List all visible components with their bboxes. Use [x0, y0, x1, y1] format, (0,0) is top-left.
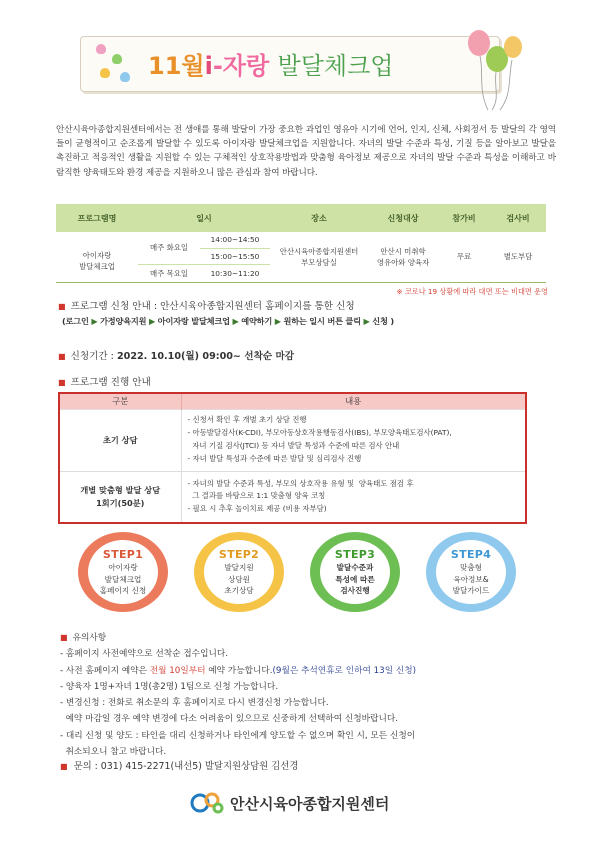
apply-step-close: )	[390, 316, 394, 326]
header-target: 신청대상	[368, 204, 438, 232]
content-line: - 신청서 확인 후 개별 초기 상담 진행	[187, 415, 307, 425]
step-desc-text: 발달지원 상담원 초기상담	[224, 563, 254, 595]
header-datetime: 일시	[138, 204, 270, 232]
bullet-icon: ■	[58, 302, 66, 311]
place	[270, 232, 368, 282]
step-3	[296, 532, 414, 612]
hand-print-icon	[112, 54, 122, 64]
step-desc	[296, 562, 414, 597]
caution-title	[60, 630, 560, 646]
content-line: - 자녀 발달 특성과 수준에 따른 발달 및 심리검사 진행	[187, 453, 362, 463]
step-title: STEP1	[102, 548, 144, 561]
step-2	[180, 532, 298, 612]
content-line: - 아동발달검사(K-CDI), 부모아동상호작용행동검사(IBS), 부모양육태도검사(PAT),	[187, 428, 452, 438]
caution-title-text: 유의사항	[72, 633, 107, 643]
progress-table	[58, 392, 527, 524]
apply-steps	[62, 316, 394, 327]
bullet-icon: ■	[58, 378, 66, 387]
caution-highlight: 전월 10일부터	[149, 665, 206, 676]
banner-rest: 발달체크업	[277, 52, 394, 80]
arrow-right-icon: ▶	[274, 316, 281, 326]
apply-step: 아이자랑 발달체크업	[157, 316, 230, 326]
banner	[70, 24, 530, 112]
step-desc-text: 아이자랑 발달체크업 홈페이지 신청	[99, 563, 147, 595]
caution-text: - 사전 홈페이지 예약은	[60, 665, 150, 676]
apply-step: 원하는 일시 버튼 클릭	[283, 316, 361, 326]
apply-step: 신청	[372, 316, 388, 326]
header-place: 장소	[270, 204, 368, 232]
caution-line: 취소되오니 참고 바랍니다.	[60, 747, 167, 758]
progress-header-category: 구분	[59, 393, 181, 409]
time-slot: 15:00~15:50	[200, 248, 270, 264]
program-table	[56, 204, 546, 283]
step-4	[412, 532, 530, 612]
banner-jarang: -자랑	[212, 52, 270, 80]
covid-notice: ※ 코로나 19 상황에 따라 대면 또는 비대면 운영	[396, 287, 548, 296]
day-tuesday: 매주 화요일	[149, 243, 189, 253]
caution-line: - 변경신청 : 전화로 취소문의 후 홈페이지로 다시 변경신청 가능합니다.	[60, 698, 329, 709]
target-text: 안산시 미취학 영유아와 양육자	[376, 246, 430, 267]
intro-text: 안산시육아종합지원센터에서는 전 생애를 통해 발달이 가장 중요한 과업인 영유아 시기에 언어, 인지, 신체, 사회정서 등 발달의 각 영역들이 균형적이고 순조롭게 발달할 수 있도록 아이자랑 발달체크업을 지원합니다. 자녀의 발달 수준과 특성, 기질 등을 알아보고 발달을 촉진하고 적응적인 생활을 지원할 수 있는 구체적인 상호작용방법과 맞춤형 육아정보 제공으로 자녀의 발달 수준과 특성을 이해하고 바람직한 양육태도와 환경 제공을 지원하오니 많은 관심과 참여 바랍니다.	[56, 125, 556, 178]
arrow-right-icon: ▶	[363, 316, 370, 326]
banner-title	[148, 46, 393, 81]
caution-note: (9월은 추석연휴로 인하여 13일 신청)	[272, 665, 417, 676]
step-title: STEP3	[334, 548, 376, 561]
test-fee: 별도부담	[503, 252, 533, 262]
progress-row-label-text: 개별 맞춤형 발달 상담 1회기(50분)	[80, 484, 161, 508]
bullet-icon: ■	[58, 352, 66, 361]
caution-line: - 대리 신청 및 양도 : 타인을 대리 신청하거나 타인에게 양도할 수 없으며 확인 시, 모든 신청이	[60, 730, 416, 741]
bullet-icon: ■	[60, 633, 68, 642]
hand-print-icon	[120, 72, 130, 82]
contact-text: 문의 : 031) 415-2271(내선5) 발달지원상담원 김선경	[73, 761, 299, 772]
content-line: 그 결과를 바탕으로 1:1 맞춤형 양육 코칭	[187, 491, 326, 501]
header-fee: 참가비	[438, 204, 490, 232]
center-logo-text: 안산시육아종합지원센터	[230, 795, 390, 813]
step-desc-text: 발달수준과 특성에 따른 검사진행	[335, 563, 375, 595]
caution-text: 예약 가능합니다.	[205, 665, 273, 676]
step-desc-text: 맞춤형 육아정보& 발달가이드	[452, 563, 490, 595]
step-1	[64, 532, 182, 612]
apply-section-title	[58, 298, 355, 312]
day-thursday: 매주 목요일	[138, 264, 200, 282]
caution-line: 예약 마감일 경우 예약 변경에 다소 어려움이 있으므로 신중하게 선택하여 신청바랍니다.	[60, 714, 399, 725]
caution-line: - 홈페이지 사전예약으로 선착순 접수입니다.	[60, 649, 229, 660]
apply-title-text: 프로그램 신청 안내 : 안산시육아종합지원센터 홈페이지를 통한 신청	[70, 301, 355, 312]
progress-row-label: 초기 상담	[59, 409, 181, 471]
time-slot: 10:30~11:20	[200, 264, 270, 282]
arrow-right-icon: ▶	[149, 316, 156, 326]
step-title: STEP2	[218, 548, 260, 561]
center-logo-icon	[188, 790, 228, 816]
caution-line: - 양육자 1명+자녀 1명(총2명) 1팀으로 신청 가능합니다.	[60, 681, 279, 692]
caution-line	[60, 663, 560, 679]
hand-print-icon	[96, 44, 106, 54]
target	[368, 232, 438, 282]
fee: 무료	[456, 252, 472, 262]
place-text: 안산시육아종합지원센터 부모상담실	[279, 246, 359, 267]
balloon-strings-icon	[470, 54, 520, 112]
caution-section	[60, 630, 560, 760]
progress-row-content	[181, 409, 526, 471]
step-desc	[180, 562, 298, 597]
progress-title-text: 프로그램 진행 안내	[70, 377, 151, 388]
progress-section-title	[58, 374, 151, 388]
period-value: 2022. 10.10(월) 09:00~ 선착순 마감	[116, 351, 294, 362]
contact	[60, 758, 298, 772]
bullet-icon: ■	[60, 762, 68, 771]
progress-header-content: 내용	[181, 393, 526, 409]
content-line: - 자녀의 발달 수준과 특성, 부모의 상호작용 유형 및 양육태도 점검 후	[187, 478, 414, 488]
hand-print-icon	[100, 68, 110, 78]
banner-month: 11월	[148, 52, 205, 80]
arrow-right-icon: ▶	[232, 316, 239, 326]
progress-row-content	[181, 471, 526, 523]
apply-step-open: (로그인	[62, 316, 89, 326]
period-label: 신청기간 :	[70, 351, 114, 362]
content-line: - 필요 시 추후 놀이치료 제공 (비용 자부담)	[187, 504, 327, 514]
apply-step: 예약하기	[241, 316, 273, 326]
header-test-fee: 검사비	[490, 204, 546, 232]
progress-row-label	[59, 471, 181, 523]
time-slot: 14:00~14:50	[200, 232, 270, 248]
step-title: STEP4	[450, 548, 492, 561]
program-name-text: 아이자랑 발달체크업	[79, 250, 115, 271]
step-desc	[412, 562, 530, 597]
header-program-name: 프로그램명	[56, 204, 138, 232]
step-desc	[64, 562, 182, 597]
content-line: 자녀 기질 검사(JTCI) 등 자녀 발달 특성과 수준에 따른 검사 안내	[187, 441, 400, 450]
program-name	[56, 232, 138, 282]
banner-i: i	[204, 52, 213, 80]
period-section	[58, 348, 294, 362]
arrow-right-icon: ▶	[91, 316, 98, 326]
apply-step: 가정양육지원	[100, 316, 147, 326]
